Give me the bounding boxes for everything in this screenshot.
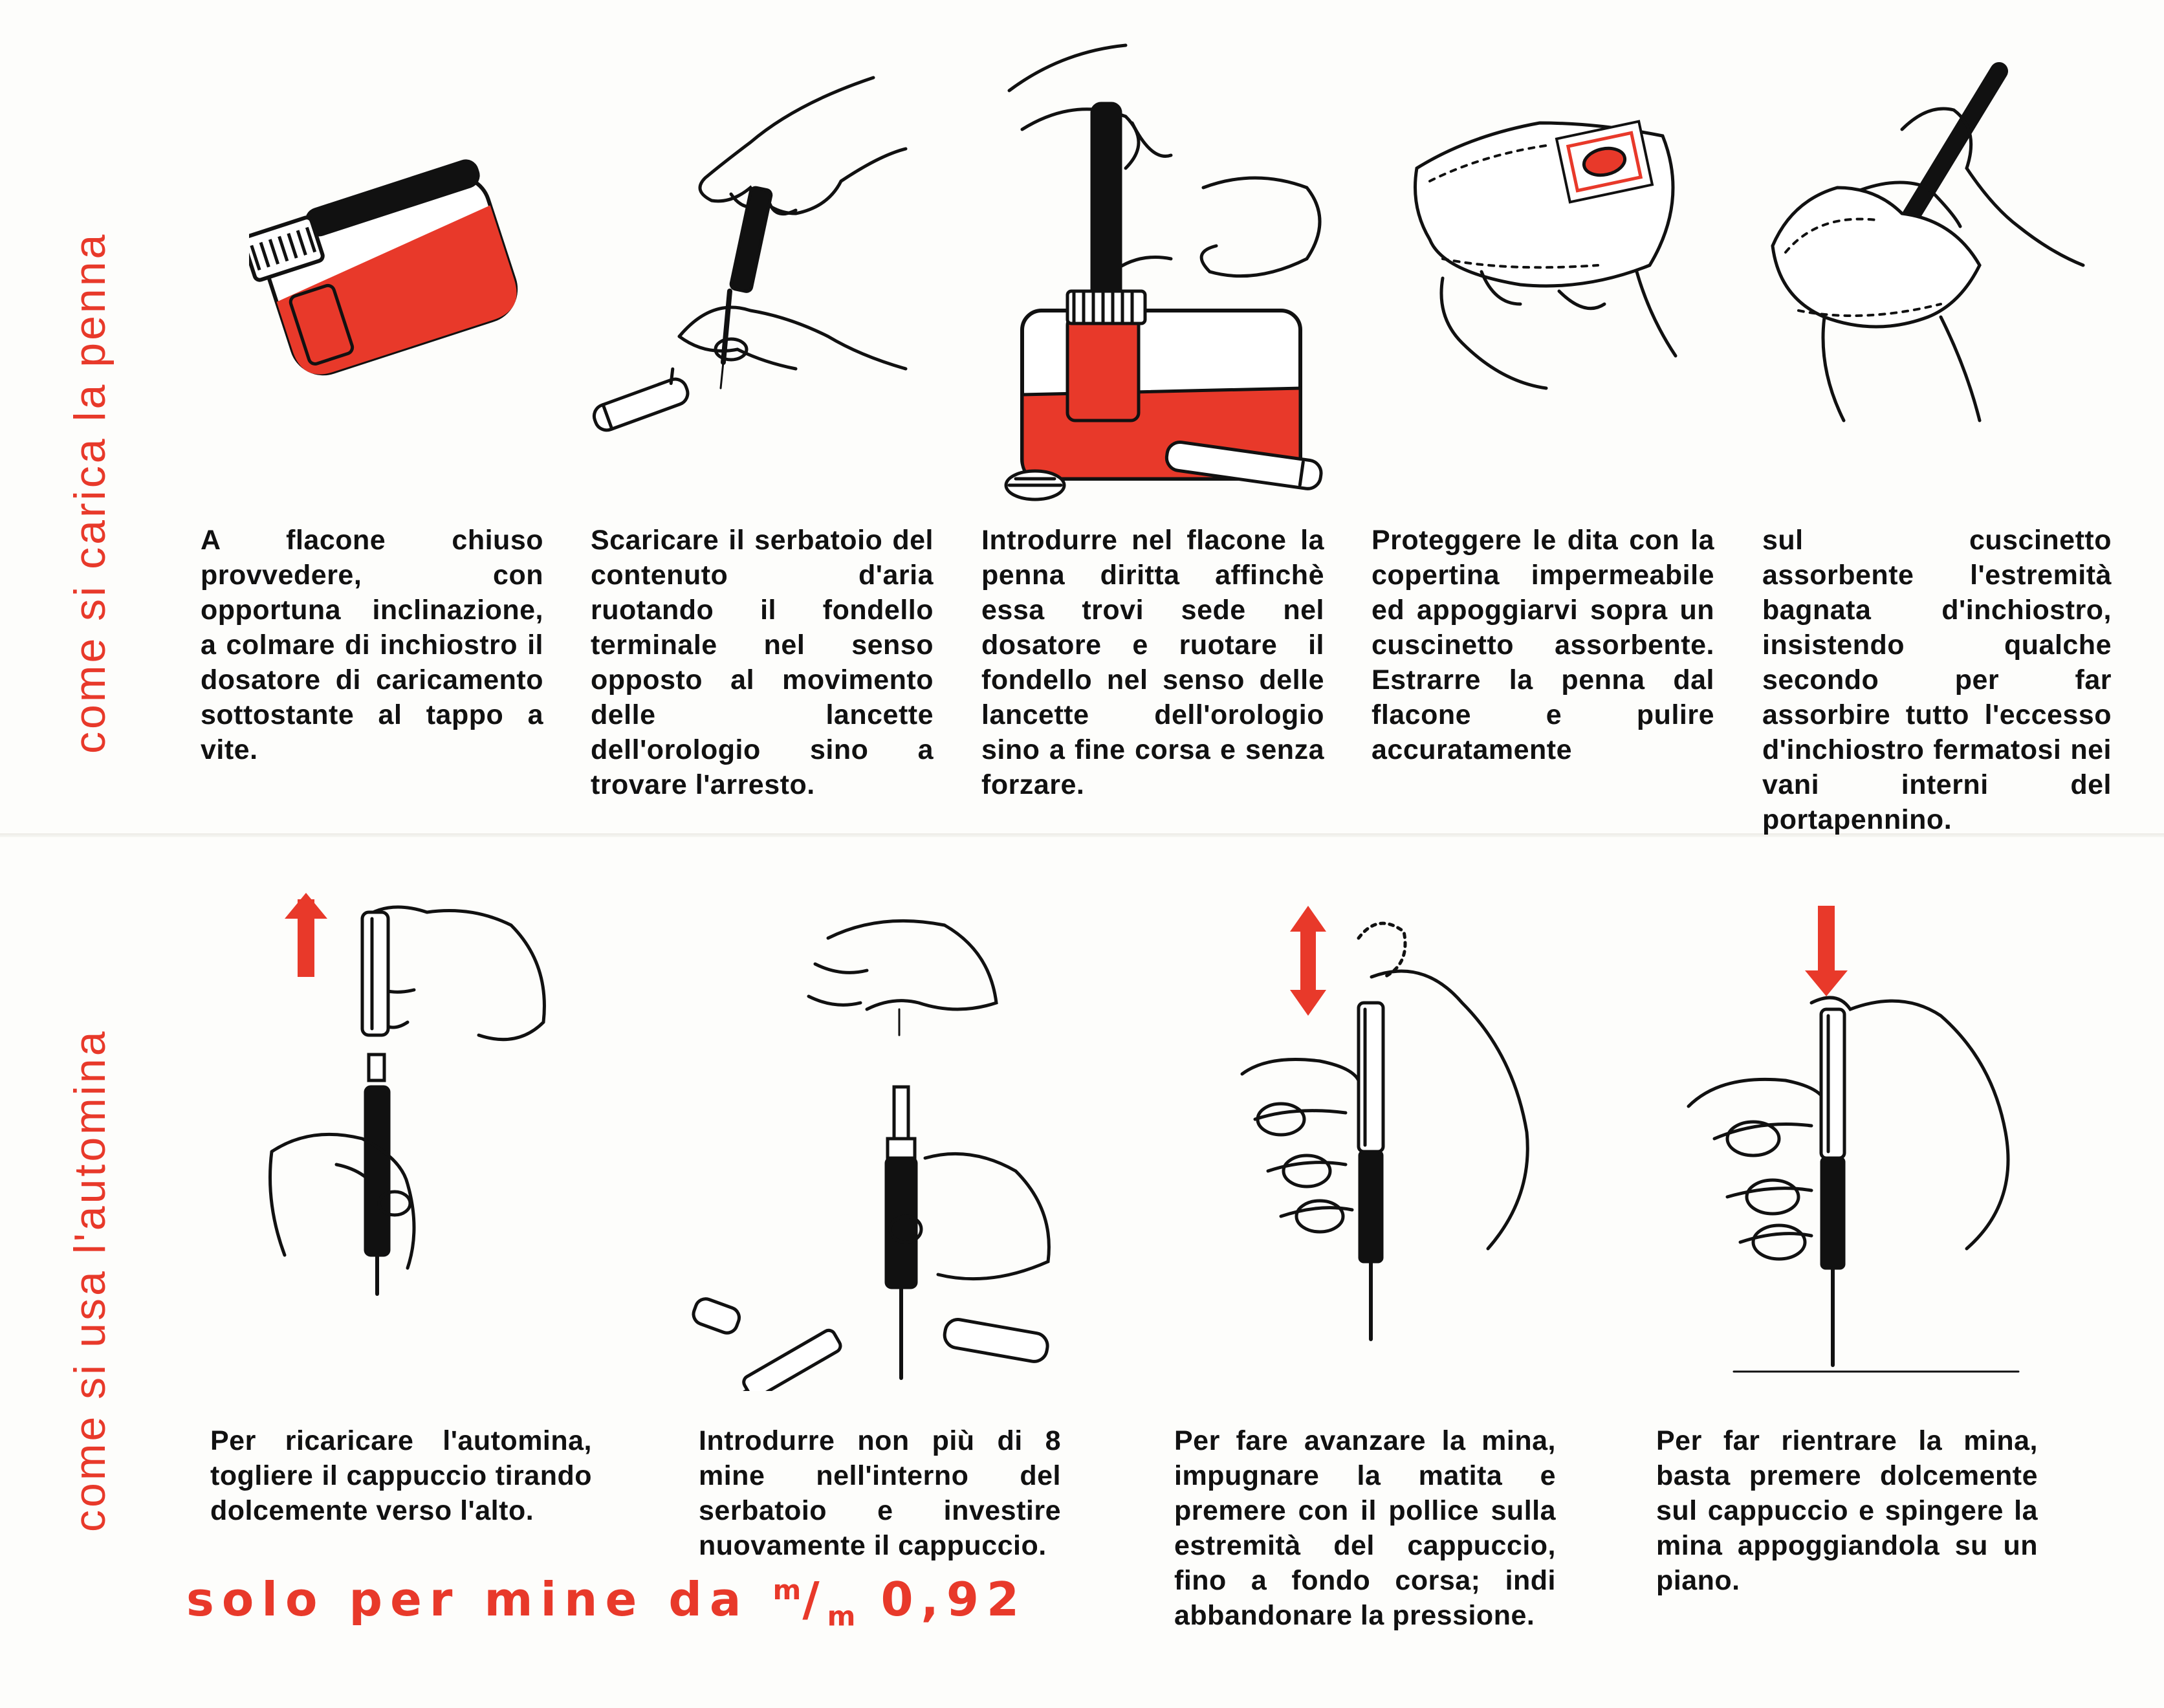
- remove-cap-icon: [259, 893, 569, 1307]
- step-caption: Per fare avanzare la mina, impugnare la matita e premere con il pollice sulla estremità del cappuccio, fino a fondo corsa; indi abbandonare la pressione.: [1174, 1425, 1556, 1631]
- ink-bottle-icon: [249, 142, 534, 414]
- lead-size-note: [186, 1572, 1027, 1632]
- section-title-load: come si carica la penna: [65, 232, 115, 754]
- note-unit-bottom: m: [827, 1600, 857, 1632]
- insert-leads-icon: [686, 912, 1061, 1391]
- pen-in-bottle-icon: [996, 39, 1333, 505]
- note-prefix: solo per mine da: [186, 1572, 749, 1626]
- step-caption: Per far rientrare la mina, basta premere dolcemente sul cappuccio e spingere la mina appoggiandola su un piano.: [1656, 1425, 2038, 1596]
- step-caption: Introdurre non più di 8 mine nell'interno del serbatoio e investire nuovamente il cappuccio.: [699, 1425, 1061, 1561]
- hand-with-cloth-icon: [1391, 110, 1701, 401]
- step-caption: Introdurre nel flacone la penna diritta affinchè essa trovi sede nel dosatore e ruotare il fondello nel senso delle lancette dell'orologio sino a fine corsa e senza forzare.: [981, 525, 1324, 800]
- note-unit-sep: /: [802, 1572, 827, 1626]
- wiping-pen-icon: [1747, 58, 2109, 433]
- step-caption: sul cuscinetto assorbente l'estremità bagnata d'inchiostro, insistendo qualche secondo per far assorbire tutto l'eccesso d'inchiostro fermatosi nei vani interni del portapennino.: [1762, 525, 2112, 835]
- step-caption: Proteggere le dita con la copertina impermeabile ed appoggiarvi sopra un cuscinetto assorbente. Estrarre la penna dal flacone e pulire accuratamente: [1372, 525, 1714, 765]
- section-title-pencil: come si usa l'automina: [65, 1029, 115, 1532]
- retract-lead-icon: [1682, 899, 2057, 1391]
- step-caption: Per ricaricare l'automina, togliere il cappuccio tirando dolcemente verso l'alto.: [210, 1425, 592, 1526]
- note-unit-top: m: [772, 1574, 803, 1606]
- advance-lead-icon: [1229, 899, 1566, 1352]
- hands-twisting-pen-icon: [582, 65, 919, 479]
- step-caption: A flacone chiuso provvedere, con opportuna inclinazione, a colmare di inchiostro il dosatore di caricamento sottostante al tappo a vite.: [201, 525, 543, 765]
- step-caption: Scaricare il serbatoio del contenuto d'aria ruotando il fondello terminale nel senso opposto al movimento delle lancette dell'orologio sino a trovare l'arresto.: [591, 525, 934, 800]
- note-value: 0,92: [880, 1572, 1027, 1626]
